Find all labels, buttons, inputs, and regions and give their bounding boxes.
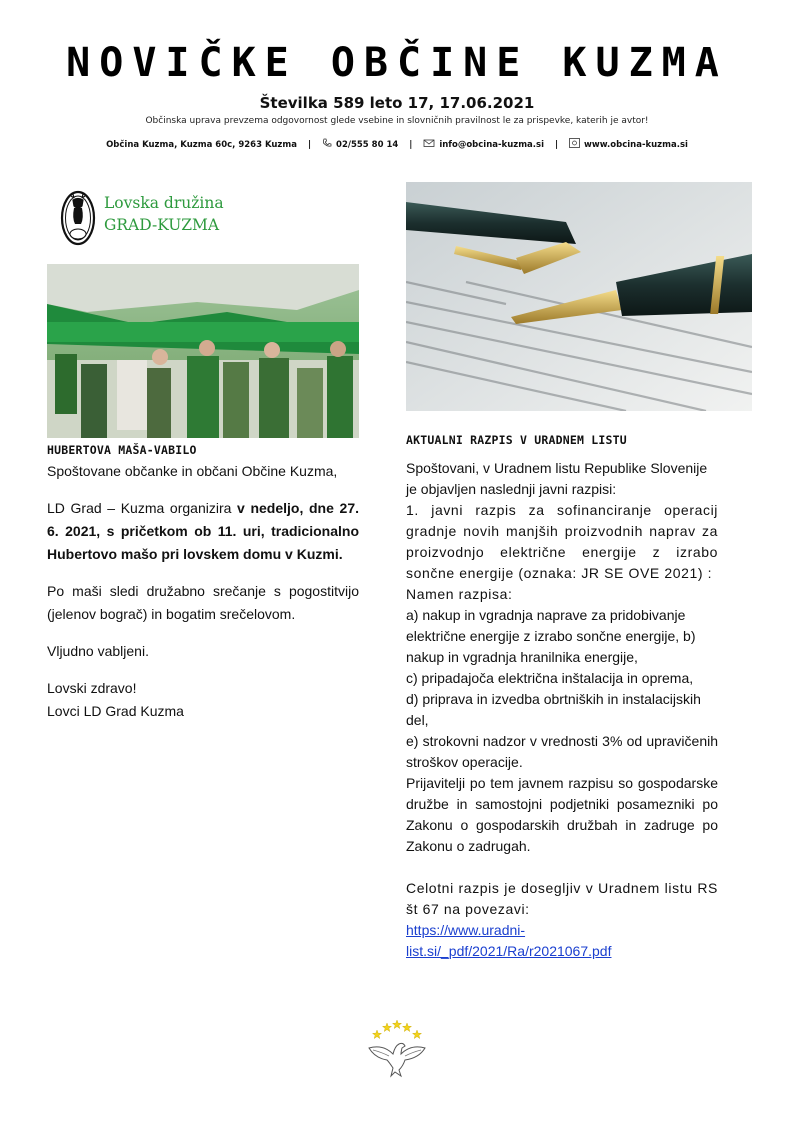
- invitation: Vljudno vabljeni.: [47, 643, 149, 659]
- purpose-c: c) pripadajoča električna inštalacija in oprema,: [406, 670, 694, 686]
- mass-photo: [47, 264, 359, 438]
- purpose-e: e) strokovni nadzor v vrednosti 3% od upravičenih stroškov operacije.: [406, 733, 718, 770]
- newsletter-title: NOVIČKE OBČINE KUZMA: [66, 40, 728, 86]
- deer-badge-icon: [60, 190, 96, 246]
- dove-emblem-icon: [365, 1018, 429, 1080]
- right-article-body: [406, 458, 718, 962]
- right-article-heading: AKTUALNI RAZPIS V URADNEM LISTU: [406, 433, 627, 447]
- web-icon: [569, 138, 580, 151]
- purpose-a-b: a) nakup in vgradnja naprave za pridobivanje električne energije z izrabo sončne energije, b) nakup in vgradnja hranilnika energije,: [406, 607, 696, 665]
- issue-line: Številka 589 leto 17, 17.06.2021: [259, 94, 535, 112]
- logo-wordmark: [104, 192, 224, 236]
- logo-line2: GRAD-KUZMA: [104, 216, 220, 234]
- contact-email[interactable]: info@obcina-kuzma.si: [439, 140, 544, 150]
- pen-document-photo: [406, 182, 752, 411]
- event-details: v nedeljo, dne 27. 6. 2021, s pričetkom ob 11. uri, tradicionalno Hubertovo mašo pri lovskem domu v Kuzmi.: [47, 500, 359, 562]
- tender-purpose-label: Namen razpisa:: [406, 586, 513, 602]
- tender-link[interactable]: https://www.uradni-list.si/_pdf/2021/Ra/r2021067.pdf: [406, 922, 612, 959]
- spacer: [406, 857, 718, 878]
- greeting: Spoštovane občanke in občani Občine Kuzma,: [47, 463, 338, 479]
- separator: |: [409, 140, 413, 150]
- tender-item-1: 1. javni razpis za sofinanciranje operacij gradnje novih manjših proizvodnih naprav za proizvodnjo električne energije z izrabo sončne energije (oznaka: JR SE OVE 2021) :: [406, 502, 718, 581]
- applicants: Prijavitelji po tem javnem razpisu so gospodarske družbe in samostojni podjetniki posamezniki po Zakonu o gospodarskih družbah in zadruge po Zakonu o zadrugah.: [406, 775, 718, 854]
- intro: Spoštovani, v Uradnem listu Republike Slovenije je objavljen naslednji javni razpisi:: [406, 460, 708, 497]
- left-article-heading: HUBERTOVA MAŠA-VABILO: [47, 443, 197, 457]
- logo-line1: Lovska družina: [104, 194, 224, 212]
- contact-bar: [0, 138, 794, 151]
- signature-line1: Lovski zdravo!: [47, 680, 137, 696]
- full-tender-text: Celotni razpis je dosegljiv v Uradnem listu RS št 67 na povezavi:: [406, 880, 718, 917]
- contact-phone: 02/555 80 14: [336, 140, 399, 150]
- paragraph-social: Po maši sledi družabno srečanje s pogostitvijo (jelenov bograč) in bogatim srečelovom.: [47, 583, 359, 622]
- separator: |: [307, 140, 312, 150]
- signature-line2: Lovci LD Grad Kuzma: [47, 703, 184, 719]
- signature: [47, 677, 359, 723]
- mail-icon: [423, 138, 435, 151]
- disclaimer: Občinska uprava prevzema odgovornost glede vsebine in slovničnih pravilnost le za prispevke, katerih je avtor!: [145, 116, 649, 126]
- purpose-d: d) priprava in izvedba obrtniških in instalacijskih del,: [406, 691, 701, 728]
- hunting-club-logo: [60, 190, 260, 246]
- contact-address: Občina Kuzma, Kuzma 60c, 9263 Kuzma: [106, 140, 297, 150]
- contact-website[interactable]: www.obcina-kuzma.si: [584, 140, 688, 150]
- event-intro: LD Grad – Kuzma organizira: [47, 500, 238, 516]
- paragraph-event: [47, 497, 359, 566]
- left-article-body: [47, 460, 359, 723]
- separator: |: [554, 140, 559, 150]
- phone-icon: [322, 138, 332, 151]
